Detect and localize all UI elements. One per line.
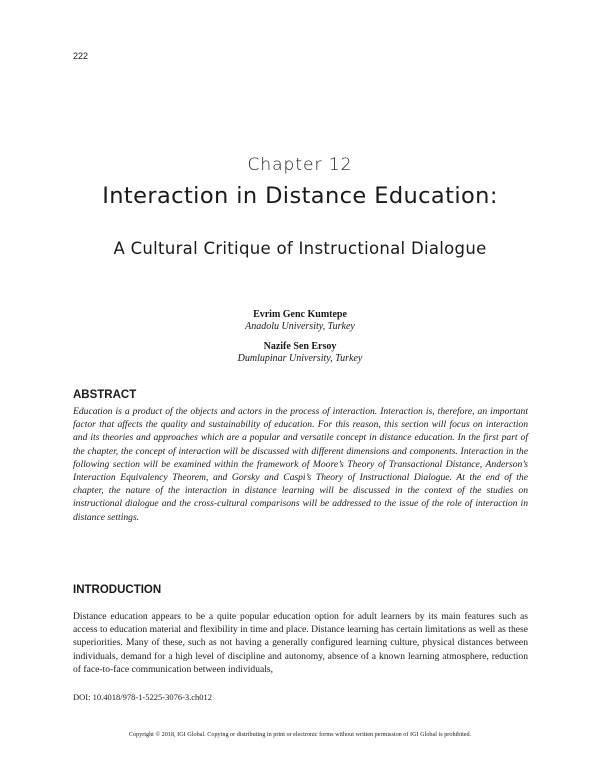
copyright-notice: Copyright © 2018, IGI Global. Copying or distributing in print or electronic forms without written permission of IGI Global is prohibited. — [128, 731, 472, 738]
abstract-heading: ABSTRACT — [73, 389, 137, 401]
chapter-title: Interaction in Distance Education: — [102, 183, 498, 209]
introduction-text: Distance education appears to be a quite popular education option for adult learners by its main features such as access to education material and flexibility in time and place. Distance learning has certain limitations as well as these superiorities. Many of these, such as not having a generally configured learning culture, physical distances between individuals, demand for a high level of discipline and autonomy, absence of a known learning atmosphere, reduction of face-to-face communication between individuals, — [73, 611, 528, 675]
author-block — [0, 309, 600, 333]
author-name: Evrim Genc Kumtepe — [253, 309, 347, 320]
author-affiliation: Dumlupinar University, Turkey — [237, 353, 363, 364]
chapter-label: Chapter 12 — [247, 155, 353, 175]
doi: DOI: 10.4018/978-1-5225-3076-3.ch012 — [73, 692, 213, 702]
author-block — [0, 341, 600, 365]
author-name: Nazife Sen Ersoy — [263, 341, 337, 352]
abstract-text: Education is a product of the objects and actors in the process of interaction. Interaction is, therefore, an important factor that affects the quality and sustainability of education. For this reason, this section will focus on interaction and its theories and approaches which are a popular and versatile concept in distance education. In the first part of the chapter, the concept of interaction will be discussed with different dimensions and components. Interaction in the following section will be examined within the framework of Moore’s Theory of Transactional Distance, Anderson’s Interaction Equivalency Theorem, and Gorsky and Caspi’s Theory of Instructional Dialogue. At the end of the chapter, the nature of the interaction in distance learning will be discussed in the context of the studies on instructional dialogue and the cross-cultural comparisons will be addressed to the issue of the role of interaction in distance settings. — [73, 406, 528, 523]
page-number: 222 — [73, 51, 89, 61]
chapter-subtitle: A Cultural Critique of Instructional Dialogue — [113, 239, 487, 258]
introduction-heading: INTRODUCTION — [73, 584, 162, 596]
author-affiliation: Anadolu University, Turkey — [245, 321, 355, 332]
